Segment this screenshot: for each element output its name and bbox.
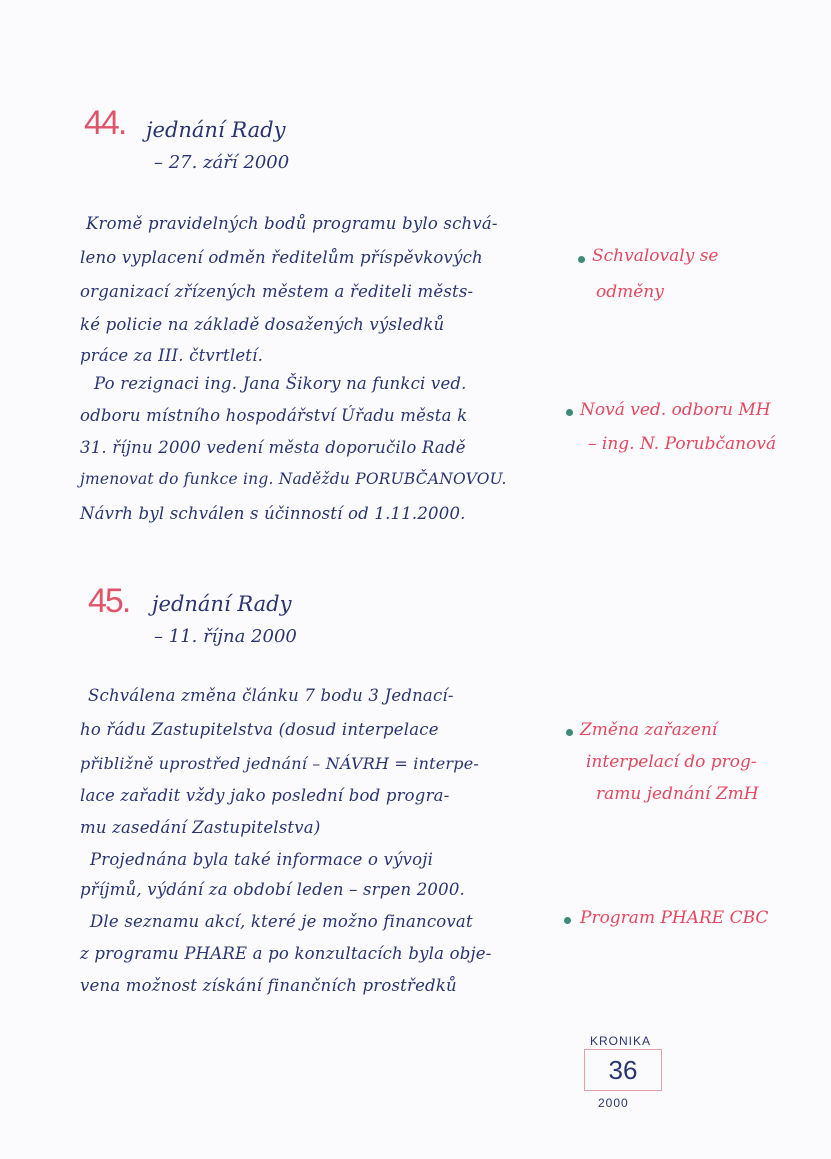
section-45-line: mu zasedání Zastupitelstva)	[80, 818, 321, 837]
section-44-line: organizací zřízených městem a řediteli městs-	[80, 282, 474, 301]
section-45-number: 45.	[88, 582, 130, 620]
note-bullet-icon	[566, 409, 573, 416]
note-bullet-icon	[578, 256, 585, 263]
section-45-line: Projednána byla také informace o vývoji	[90, 850, 434, 869]
chronicle-year: 2000	[598, 1096, 629, 1110]
chronicle-label: KRONIKA	[590, 1034, 652, 1048]
section-45-line: ho řádu Zastupitelstva (dosud interpelace	[80, 720, 439, 739]
section-45-line: přibližně uprostřed jednání – NÁVRH = interpe-	[80, 754, 479, 773]
section-44-line: ké policie na základě dosažených výsledků	[80, 315, 445, 334]
section-44-line: jmenovat do funkce ing. Naděždu PORUBČANOVOU.	[80, 470, 507, 488]
margin-note: Změna zařazení	[580, 720, 718, 740]
note-bullet-icon	[566, 729, 573, 736]
section-44-line: odboru místního hospodářství Úřadu města k	[80, 406, 468, 425]
margin-note: ramu jednání ZmH	[596, 784, 759, 804]
page-number-box	[584, 1049, 662, 1091]
note-bullet-icon	[564, 917, 571, 924]
margin-note: odměny	[596, 282, 664, 302]
margin-note: Nová ved. odboru MH	[580, 400, 771, 420]
section-44-number: 44.	[84, 104, 126, 142]
section-45-line: lace zařadit vždy jako poslední bod progra-	[80, 786, 450, 805]
section-45-date: – 11. října 2000	[154, 626, 297, 647]
section-45-line: Schválena změna článku 7 bodu 3 Jednací-	[88, 686, 454, 705]
section-44-line: Kromě pravidelných bodů programu bylo schvá-	[86, 214, 498, 233]
section-44-line: 31. říjnu 2000 vedení města doporučilo Radě	[80, 438, 466, 457]
section-44-date: – 27. září 2000	[154, 152, 290, 173]
section-44-line: práce za III. čtvrtletí.	[80, 346, 264, 365]
section-45-line: vena možnost získání finančních prostředků	[80, 976, 457, 995]
margin-note: interpelací do prog-	[586, 752, 757, 772]
margin-note: Schvalovaly se	[592, 246, 719, 266]
section-45-line: Dle seznamu akcí, které je možno financovat	[90, 912, 473, 931]
page-number: 36	[608, 1054, 638, 1085]
section-44-line: Návrh byl schválen s účinností od 1.11.2000.	[80, 504, 466, 523]
margin-note: Program PHARE CBC	[580, 908, 769, 928]
section-44-line: leno vyplacení odměn ředitelům příspěvkových	[80, 248, 483, 267]
section-45-line: z programu PHARE a po konzultacích byla obje-	[80, 944, 492, 963]
section-45-heading: jednání Rady	[152, 592, 292, 616]
section-44-line: Po rezignaci ing. Jana Šikory na funkci ved.	[94, 374, 467, 393]
section-45-line: příjmů, výdání za období leden – srpen 2000.	[80, 880, 465, 899]
section-44-heading: jednání Rady	[146, 118, 286, 142]
margin-note: – ing. N. Porubčanová	[588, 434, 777, 454]
